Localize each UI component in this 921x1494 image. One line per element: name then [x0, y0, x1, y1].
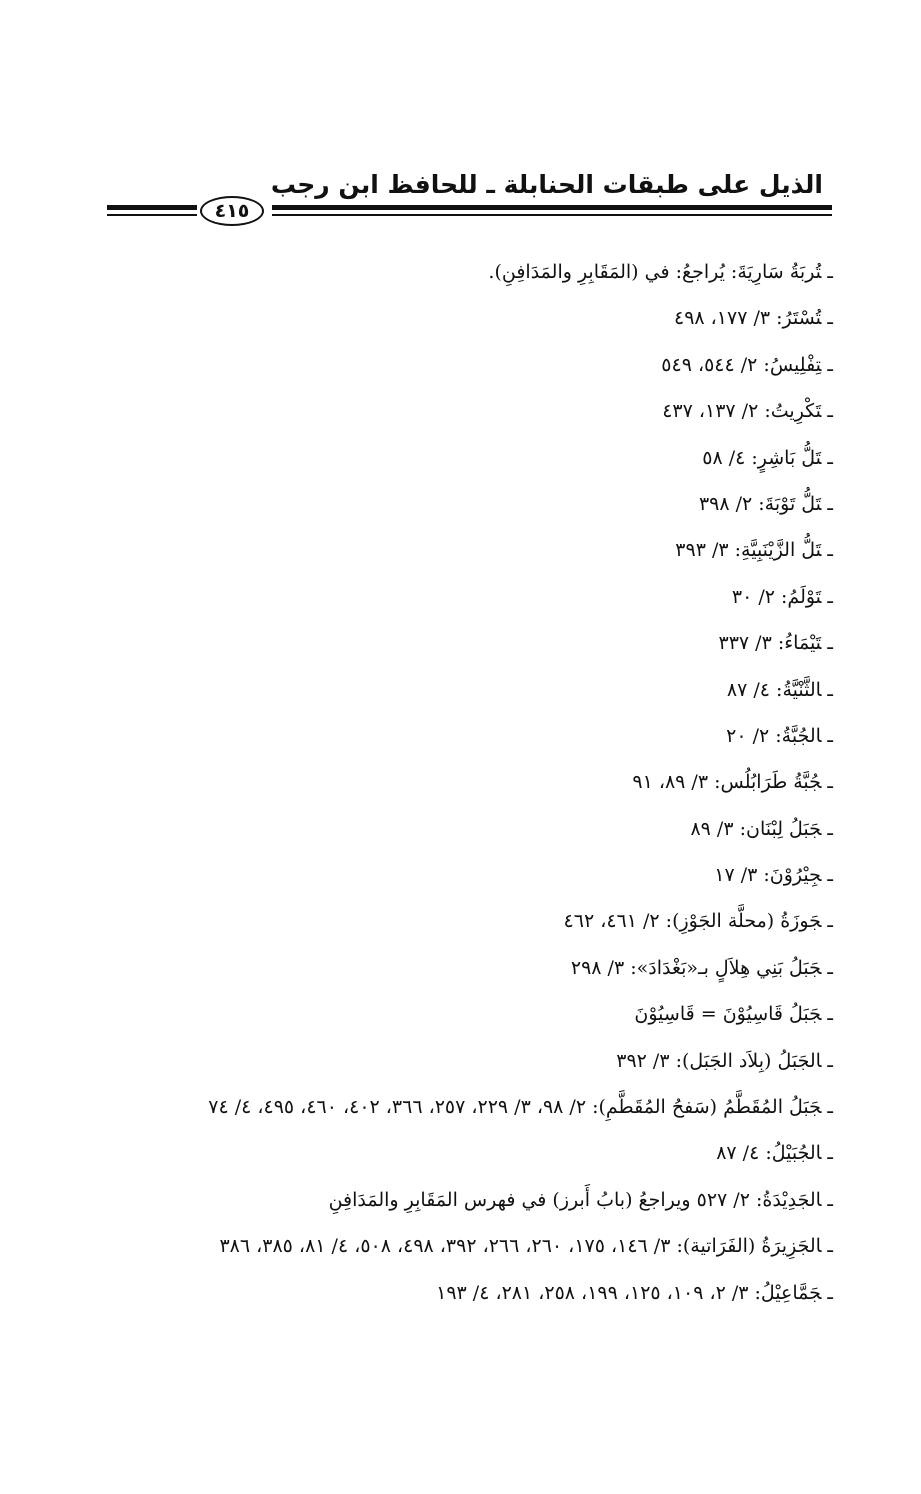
index-entry: [73, 345, 833, 391]
entry-dash: ـ: [827, 353, 833, 376]
entry-dash: ـ: [827, 724, 833, 747]
index-entry: [73, 716, 833, 762]
entry-dash: ـ: [827, 1235, 833, 1258]
entry-dash: ـ: [827, 492, 833, 515]
index-entry: [73, 1226, 833, 1272]
entry-dash: ـ: [827, 1096, 833, 1119]
index-entry: [73, 252, 833, 298]
index-entry: [73, 1273, 833, 1319]
entry-dash: ـ: [827, 1003, 833, 1026]
entry-text: الجَدِيْدَةُ: ٢/ ٥٢٧ ويراجعُ (بابُ أَبرز) في فهرس المَقَابِرِ والمَدَافِنِ: [328, 1188, 822, 1211]
index-entry: [73, 855, 833, 901]
entry-dash: ـ: [827, 400, 833, 423]
index-entry: [73, 762, 833, 808]
entry-text: تَلُّ تَوْبَةَ: ٢/ ٣٩٨: [698, 492, 822, 515]
entry-dash: ـ: [827, 678, 833, 701]
header-rule-thin-left: [107, 214, 197, 216]
entry-text: الجَبَلُ (بِلاَد الجَبَل): ٣/ ٣٩٢: [616, 1049, 822, 1072]
entry-text: جَوزَةُ (محلَّة الجَوْزِ): ٢/ ٤٦١، ٤٦٢: [563, 910, 822, 933]
entry-text: تِفْلِيسُ: ٢/ ٥٤٤، ٥٤٩: [661, 353, 822, 376]
index-entries: [73, 252, 833, 1319]
page-number: ٤١٥: [200, 196, 264, 226]
index-entry: [73, 670, 833, 716]
index-entry: [73, 901, 833, 947]
entry-dash: ـ: [827, 771, 833, 794]
entry-dash: ـ: [827, 585, 833, 608]
entry-dash: ـ: [827, 307, 833, 330]
index-entry: [73, 391, 833, 437]
entry-text: جَبَلُ لِبْنَان: ٣/ ٨٩: [690, 817, 822, 840]
entry-text: تَوْلَمُ: ٢/ ٣٠: [731, 585, 822, 608]
entry-text: جَمَّاعِيْلُ: ٣/ ٢، ١٠٩، ١٢٥، ١٩٩، ٢٥٨، ٢٨١، ٤/ ١٩٣: [436, 1281, 822, 1304]
running-header-title: الذيل على طبقات الحنابلة ـ للحافظ ابن رجب: [270, 170, 823, 199]
index-entry: [73, 298, 833, 344]
header-rule-thin-right: [272, 214, 832, 216]
entry-text: الجُبَّةُ: ٢/ ٢٠: [726, 724, 822, 747]
header-rule-thick-left: [107, 205, 197, 210]
entry-dash: ـ: [827, 1142, 833, 1165]
entry-dash: ـ: [827, 910, 833, 933]
entry-dash: ـ: [827, 956, 833, 979]
entry-text: جَبَلُ المُقَطَّمُ (سَفحُ المُقَطَّمِ): ٢/ ٩٨، ٣/ ٢٢٩، ٢٥٧، ٣٦٦، ٤٠٢، ٤٦٠، ٤٩٥، ٤/ ٧٤: [208, 1096, 822, 1119]
entry-dash: ـ: [827, 261, 833, 283]
header-rule-thick-right: [272, 205, 832, 210]
entry-text: تَيْمَاءُ: ٣/ ٣٣٧: [718, 632, 822, 655]
index-entry: [73, 994, 833, 1040]
entry-text: تَلُّ بَاشِرٍ: ٤/ ٥٨: [702, 446, 822, 469]
index-entry: [73, 577, 833, 623]
index-entry: [73, 623, 833, 669]
index-entry: [73, 948, 833, 994]
entry-dash: ـ: [827, 446, 833, 469]
entry-dash: ـ: [827, 864, 833, 887]
index-entry: [73, 1180, 833, 1226]
entry-dash: ـ: [827, 817, 833, 840]
entry-text: جَبَلُ قَاسِيُوْنَ = قَاسِيُوْنَ: [634, 1003, 822, 1026]
entry-text: تُسْتَرُ: ٣/ ١٧٧، ٤٩٨: [673, 307, 822, 330]
index-entry: [73, 809, 833, 855]
entry-dash: ـ: [827, 539, 833, 562]
index-entry: [73, 438, 833, 484]
index-entry: [73, 530, 833, 576]
index-entry: [73, 1041, 833, 1087]
index-entry: [73, 1087, 833, 1133]
entry-text: الجَزِيرَةُ (الفَرَاتية): ٣/ ١٤٦، ١٧٥، ٢٦٠، ٢٦٦، ٣٩٢، ٤٩٨، ٥٠٨، ٤/ ٨١، ٣٨٥، ٣٨٦: [219, 1235, 822, 1258]
entry-text: الثَّنْيَّةُ: ٤/ ٨٧: [726, 678, 822, 701]
entry-text: الجُبَيْلُ: ٤/ ٨٧: [716, 1142, 822, 1165]
entry-text: جُبَّةُ طَرَابُلُس: ٣/ ٨٩، ٩١: [632, 771, 822, 794]
entry-text: تُربَةُ سَارِيَةَ: يُراجعُ: في (المَقَابِرِ والمَدَافِنِ).: [488, 261, 822, 283]
entry-text: جِيْرُوْنَ: ٣/ ١٧: [714, 864, 822, 887]
entry-dash: ـ: [827, 632, 833, 655]
entry-text: تَلُّ الزَّيْنَبِيَّةِ: ٣/ ٣٩٣: [675, 539, 822, 562]
entry-dash: ـ: [827, 1188, 833, 1211]
entry-dash: ـ: [827, 1281, 833, 1304]
entry-text: جَبَلُ بَنِي هِلاَلٍ بـ«بَغْدَادَ»: ٣/ ٢٩٨: [570, 956, 822, 979]
index-entry: [73, 1133, 833, 1179]
index-entry: [73, 484, 833, 530]
entry-text: تَكْرِيتُ: ٢/ ١٣٧، ٤٣٧: [662, 400, 822, 423]
entry-dash: ـ: [827, 1049, 833, 1072]
